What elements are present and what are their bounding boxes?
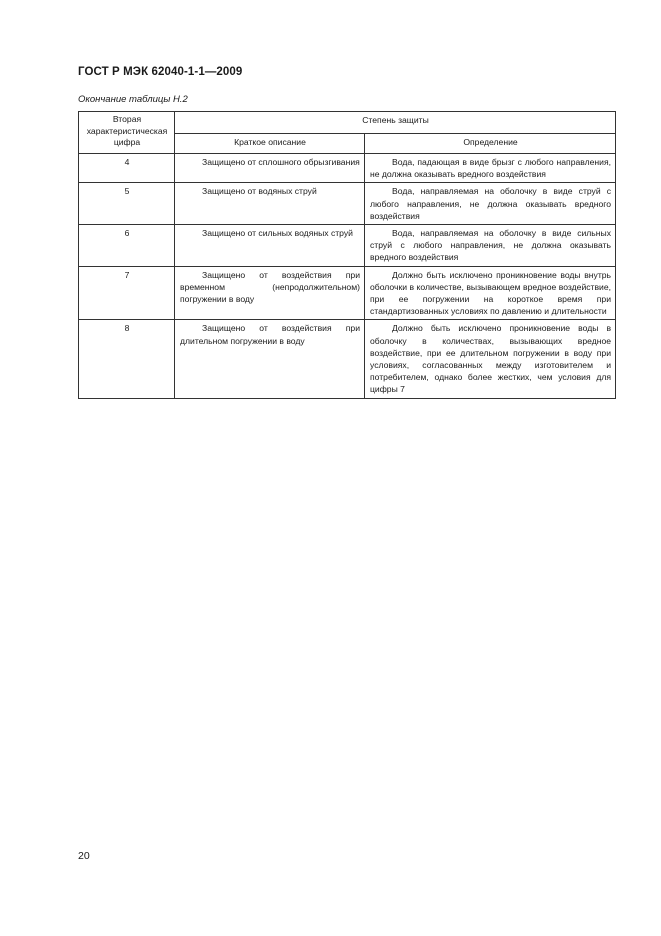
cell-digit: 4 xyxy=(79,154,175,183)
column-header-definition: Определение xyxy=(365,134,616,154)
protection-table xyxy=(78,111,616,399)
cell-short-description: Защищено от воздействия при временном (непродолжительном) погружении в воду xyxy=(175,266,365,320)
cell-digit: 7 xyxy=(79,266,175,320)
cell-short-description: Защищено от сильных водяных струй xyxy=(175,225,365,267)
cell-digit: 8 xyxy=(79,320,175,398)
table-row xyxy=(79,320,616,398)
column-group-header-protection: Степень защиты xyxy=(175,112,616,134)
table-row xyxy=(79,154,616,183)
table-caption: Окончание таблицы Н.2 xyxy=(78,94,188,105)
cell-definition: Вода, падающая в виде брызг с любого направления, не должна оказывать вредного воздействия xyxy=(365,154,616,183)
table-row xyxy=(79,225,616,267)
column-header-digit: Вторая характеристическая цифра xyxy=(79,112,175,154)
cell-short-description: Защищено от воздействия при длительном погружении в воду xyxy=(175,320,365,398)
cell-short-description: Защищено от водяных струй xyxy=(175,183,365,225)
table-row xyxy=(79,266,616,320)
cell-definition: Вода, направляемая на оболочку в виде сильных струй с любого направления, не должна оказывать вредного воздействия xyxy=(365,225,616,267)
cell-definition: Должно быть исключено проникновение воды внутрь оболочки в количестве, вызывающем вредное воздействие, при ее погружении на короткое время при стандартизованных условиях по давлению и длительности xyxy=(365,266,616,320)
cell-short-description: Защищено от сплошного обрызгивания xyxy=(175,154,365,183)
cell-definition: Должно быть исключено проникновение воды в оболочку в количествах, вызывающих вредное воздействие, при ее длительном погружении в воду при условиях, согласованных между изготовителем и потребителем, однако более жестких, чем условия для цифры 7 xyxy=(365,320,616,398)
page-number: 20 xyxy=(78,850,90,862)
table-row xyxy=(79,183,616,225)
column-header-short-description: Краткое описание xyxy=(175,134,365,154)
document-title: ГОСТ Р МЭК 62040-1-1—2009 xyxy=(78,66,243,78)
cell-digit: 6 xyxy=(79,225,175,267)
cell-digit: 5 xyxy=(79,183,175,225)
cell-definition: Вода, направляемая на оболочку в виде струй с любого направления, не должна оказывать вредного воздействия xyxy=(365,183,616,225)
